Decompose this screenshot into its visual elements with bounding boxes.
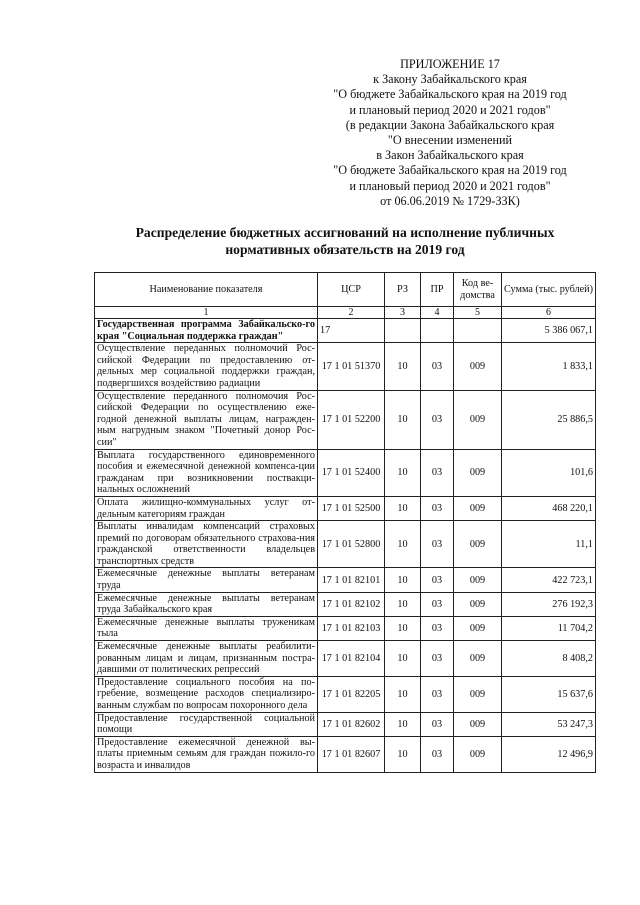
row-name: Ежемесячные денежные выплаты реабилити-рованным лицам и лицам, признанным постра-давшими от политических репрессий	[95, 641, 318, 677]
row-csr: 17 1 01 52500	[318, 496, 385, 520]
row-rz: 10	[385, 343, 421, 390]
table-row	[95, 641, 596, 677]
row-csr: 17 1 01 82101	[318, 568, 385, 592]
row-sum: 11,1	[502, 521, 596, 568]
table-row	[95, 736, 596, 772]
row-csr: 17 1 01 82104	[318, 641, 385, 677]
row-sum: 5 386 067,1	[502, 319, 596, 343]
header-pr: ПР	[421, 273, 454, 307]
row-sum: 101,6	[502, 449, 596, 496]
row-csr: 17 1 01 82103	[318, 616, 385, 640]
row-pr	[421, 319, 454, 343]
table-row	[95, 712, 596, 736]
row-ved: 009	[454, 521, 502, 568]
row-name: Осуществление переданного полномочия Рос-сийской Федерации по осуществлению еже-годной денежной выплаты лицам, награжден-ным нагрудным знаком "Почетный донор Рос-сии"	[95, 390, 318, 449]
row-ved: 009	[454, 641, 502, 677]
header-rz: РЗ	[385, 273, 421, 307]
row-ved: 009	[454, 449, 502, 496]
table-row	[95, 568, 596, 592]
column-number: 4	[421, 307, 454, 319]
row-sum: 422 723,1	[502, 568, 596, 592]
row-name: Ежемесячные денежные выплаты труженикам тыла	[95, 616, 318, 640]
row-csr: 17 1 01 52400	[318, 449, 385, 496]
row-rz: 10	[385, 676, 421, 712]
row-csr: 17 1 01 52800	[318, 521, 385, 568]
table-row	[95, 616, 596, 640]
row-ved: 009	[454, 736, 502, 772]
row-pr: 03	[421, 592, 454, 616]
row-name: Предоставление государственной социальной помощи	[95, 712, 318, 736]
row-pr: 03	[421, 521, 454, 568]
row-name: Выплаты инвалидам компенсаций страховых премий по договорам обязательного страхова-ния гражданской ответственности владельцев транспортных средств	[95, 521, 318, 568]
appendix-line: к Закону Забайкальского края	[373, 72, 527, 87]
column-number: 3	[385, 307, 421, 319]
row-rz: 10	[385, 641, 421, 677]
row-ved: 009	[454, 592, 502, 616]
column-number: 5	[454, 307, 502, 319]
row-name: Выплата государственного единовременного пособия и ежемесячной денежной компенса-ции гражданам при возникновении поствакци-нальных осложнений	[95, 449, 318, 496]
row-name: Предоставление ежемесячной денежной вы-платы приемным семьям для граждан пожило-го возраста и инвалидов	[95, 736, 318, 772]
row-ved: 009	[454, 676, 502, 712]
row-rz	[385, 319, 421, 343]
title-line-1: Распределение бюджетных ассигнований на исполнение публичных	[135, 225, 555, 240]
row-csr: 17 1 01 82602	[318, 712, 385, 736]
appendix-line: (в редакции Закона Забайкальского края	[345, 117, 555, 132]
row-rz: 10	[385, 616, 421, 640]
row-rz: 10	[385, 449, 421, 496]
header-ved: Код ве-домства	[454, 273, 502, 307]
column-number: 1	[95, 307, 318, 319]
row-ved: 009	[454, 343, 502, 390]
row-pr: 03	[421, 449, 454, 496]
appendix-line: "О бюджете Забайкальского края на 2019 год	[333, 87, 567, 102]
title-line-2: нормативных обязательств на 2019 год	[225, 242, 465, 257]
appendix-line: от 06.06.2019 № 1729-ЗЗК)	[380, 193, 520, 208]
row-sum: 12 496,9	[502, 736, 596, 772]
table-row	[95, 343, 596, 390]
row-name: Государственная программа Забайкальско-го края "Социальная поддержка граждан"	[95, 319, 318, 343]
header-csr: ЦСР	[318, 273, 385, 307]
row-rz: 10	[385, 712, 421, 736]
table-header-row	[95, 273, 596, 307]
row-ved: 009	[454, 616, 502, 640]
appendix-line: "О бюджете Забайкальского края на 2019 год	[333, 163, 567, 178]
row-rz: 10	[385, 521, 421, 568]
table-row	[95, 449, 596, 496]
row-csr: 17 1 01 82607	[318, 736, 385, 772]
row-pr: 03	[421, 676, 454, 712]
table-row	[95, 390, 596, 449]
appendix-line: и плановый период 2020 и 2021 годов"	[349, 178, 551, 193]
appendix-line: "О внесении изменений	[387, 133, 513, 148]
row-pr: 03	[421, 641, 454, 677]
header-sum: Сумма (тыс. рублей)	[502, 273, 596, 307]
row-ved: 009	[454, 712, 502, 736]
row-pr: 03	[421, 496, 454, 520]
column-number: 2	[318, 307, 385, 319]
row-rz: 10	[385, 736, 421, 772]
row-ved: 009	[454, 568, 502, 592]
table-row	[95, 521, 596, 568]
appendix-header	[300, 57, 600, 209]
appendix-line: в Закон Забайкальского края	[376, 148, 524, 163]
appendix-line: ПРИЛОЖЕНИЕ 17	[400, 57, 500, 71]
row-name: Оплата жилищно-коммунальных услуг от-дельным категориям граждан	[95, 496, 318, 520]
table-row	[95, 496, 596, 520]
row-pr: 03	[421, 390, 454, 449]
row-ved	[454, 319, 502, 343]
row-name: Осуществление переданных полномочий Рос-сийской Федерации по предоставлению от-дельных мер социальной поддержки граждан, подвергшихся воздействию радиации	[95, 343, 318, 390]
row-ved: 009	[454, 390, 502, 449]
row-pr: 03	[421, 736, 454, 772]
row-sum: 468 220,1	[502, 496, 596, 520]
row-csr: 17 1 01 51370	[318, 343, 385, 390]
row-rz: 10	[385, 592, 421, 616]
row-rz: 10	[385, 568, 421, 592]
row-sum: 1 833,1	[502, 343, 596, 390]
column-number: 6	[502, 307, 596, 319]
row-pr: 03	[421, 712, 454, 736]
row-pr: 03	[421, 616, 454, 640]
row-ved: 009	[454, 496, 502, 520]
row-name: Ежемесячные денежные выплаты ветеранам труда	[95, 568, 318, 592]
table-row	[95, 592, 596, 616]
row-sum: 15 637,6	[502, 676, 596, 712]
appendix-line: и плановый период 2020 и 2021 годов"	[349, 102, 551, 117]
row-csr: 17 1 01 82205	[318, 676, 385, 712]
row-csr: 17 1 01 82102	[318, 592, 385, 616]
table-row	[95, 319, 596, 343]
row-sum: 8 408,2	[502, 641, 596, 677]
row-sum: 11 704,2	[502, 616, 596, 640]
row-name: Ежемесячные денежные выплаты ветеранам труда Забайкальского края	[95, 592, 318, 616]
row-csr: 17	[318, 319, 385, 343]
document-title	[95, 224, 595, 258]
row-sum: 53 247,3	[502, 712, 596, 736]
row-csr: 17 1 01 52200	[318, 390, 385, 449]
row-sum: 276 192,3	[502, 592, 596, 616]
row-pr: 03	[421, 568, 454, 592]
header-name: Наименование показателя	[95, 273, 318, 307]
row-sum: 25 886,5	[502, 390, 596, 449]
budget-table	[94, 272, 596, 773]
table-row	[95, 676, 596, 712]
column-number-row	[95, 307, 596, 319]
row-rz: 10	[385, 496, 421, 520]
row-rz: 10	[385, 390, 421, 449]
row-name: Предоставление социального пособия на по-гребение, возмещение расходов специализиро-ванным службам по вопросам похоронного дела	[95, 676, 318, 712]
row-pr: 03	[421, 343, 454, 390]
